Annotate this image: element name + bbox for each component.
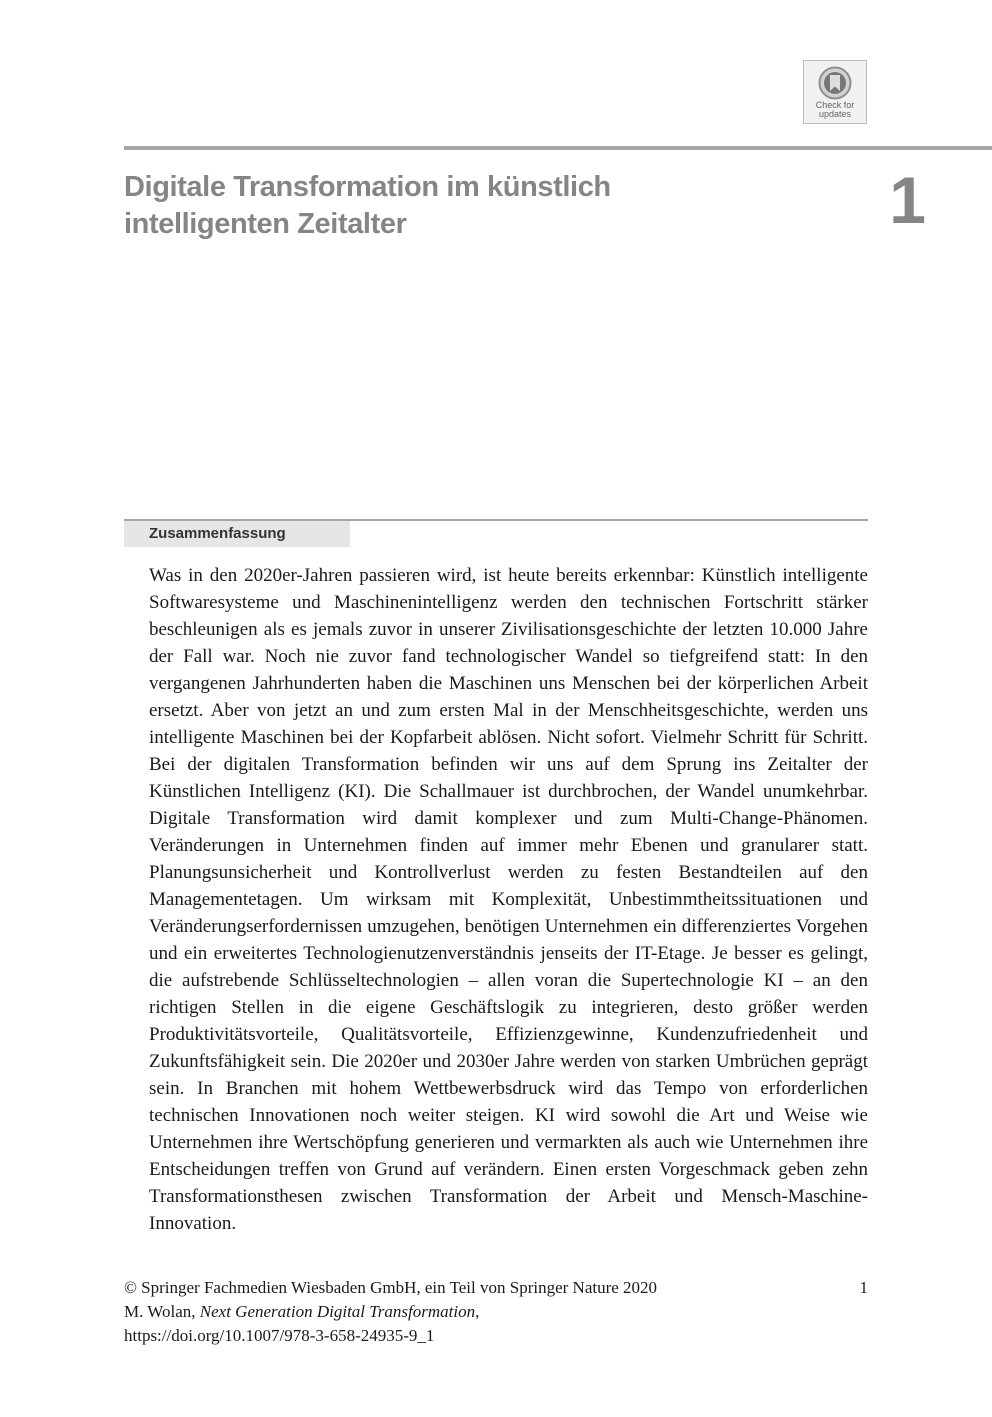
check-for-updates-badge[interactable]: [803, 60, 867, 124]
badge-text-line2: updates: [818, 109, 852, 119]
badge-text-line1: Check for: [815, 100, 855, 110]
page-footer: [124, 1276, 724, 1348]
citation-line: [124, 1300, 724, 1324]
citation-book-title: Next Generation Digital Transformation: [199, 1302, 476, 1321]
copyright-line: © Springer Fachmedien Wiesbaden GmbH, ein Teil von Springer Nature 2020: [124, 1278, 658, 1297]
doi-link[interactable]: https://doi.org/10.1007/978-3-658-24935-9_1: [124, 1326, 435, 1345]
bookmark-icon: [818, 66, 852, 100]
citation-author: M. Wolan,: [124, 1302, 200, 1321]
chapter-title: Digitale Transformation im künstlich intelligenten Zeitalter: [124, 171, 611, 240]
page-number: 1: [859, 1278, 868, 1297]
abstract-label: Zusammenfassung: [124, 521, 350, 547]
chapter-number: 1: [889, 163, 926, 237]
chapter-top-rule: [124, 146, 992, 150]
citation-suffix: ,: [475, 1302, 480, 1321]
abstract-text: Was in den 2020er-Jahren passieren wird, ist heute bereits erkennbar: Künstlich intelligente Softwaresysteme und Maschinenintelligenz werden den technischen Fortschritt stärker beschleunigen als es jemals zuvor in unserer Zivilisationsgeschichte der letzten 10.000 Jahre der Fall war. Noch nie zuvor fand technologischer Wandel so tiefgreifend statt: In den vergangenen Jahrhunderten haben die Maschinen uns Menschen bei der körperlichen Arbeit ersetzt. Aber von jetzt an und zum ersten Mal in der Menschheitsgeschichte, werden uns intelligente Maschinen bei der Kopfarbeit ablösen. Nicht sofort. Vielmehr Schritt für Schritt. Bei der digitalen Transformation befinden wir uns auf dem Sprung ins Zeitalter der Künstlichen Intelligenz (KI). Die Schallmauer ist durchbrochen, der Wandel unumkehrbar. Digitale Transformation wird damit komplexer und zum Multi-Change-Phänomen. Veränderungen in Unternehmen finden auf immer mehr Ebenen und granularer statt. Planungsunsicherheit und Kontrollverlust werden zu festen Bestandteilen auf den Managementetagen. Um wirksam mit Komplexität, Unbestimmtheitssituationen und Veränderungserfordernissen umzugehen, benötigen Unternehmen ein differenziertes Vorgehen und ein erweitertes Technologienutzenverständnis jenseits der IT-Etage. Je besser es gelingt, die aufstrebende Schlüsseltechnologien – allen voran die Supertechnologie KI – an den richtigen Stellen in die eigene Geschäftslogik zu integrieren, desto größer werden Produktivitätsvorteile, Qualitätsvorteile, Effizienzgewinne, Kundenzufriedenheit und Zukunftsfähigkeit sein. Die 2020er und 2030er Jahre werden von starken Umbrüchen geprägt sein. In Branchen mit hohem Wettbewerbsdruck wird das Tempo von erforderlichen technischen Innovationen noch weiter steigen. KI wird sowohl die Art und Weise wie Unternehmen ihre Wertschöpfung generieren und vermarkten als auch wie Unternehmen ihre Entscheidungen treffen von Grund auf verändern. Einen ersten Vorgeschmack geben zehn Transformationsthesen zwischen Transformation der Arbeit und Mensch-Maschine-Innovation.: [149, 565, 868, 1234]
